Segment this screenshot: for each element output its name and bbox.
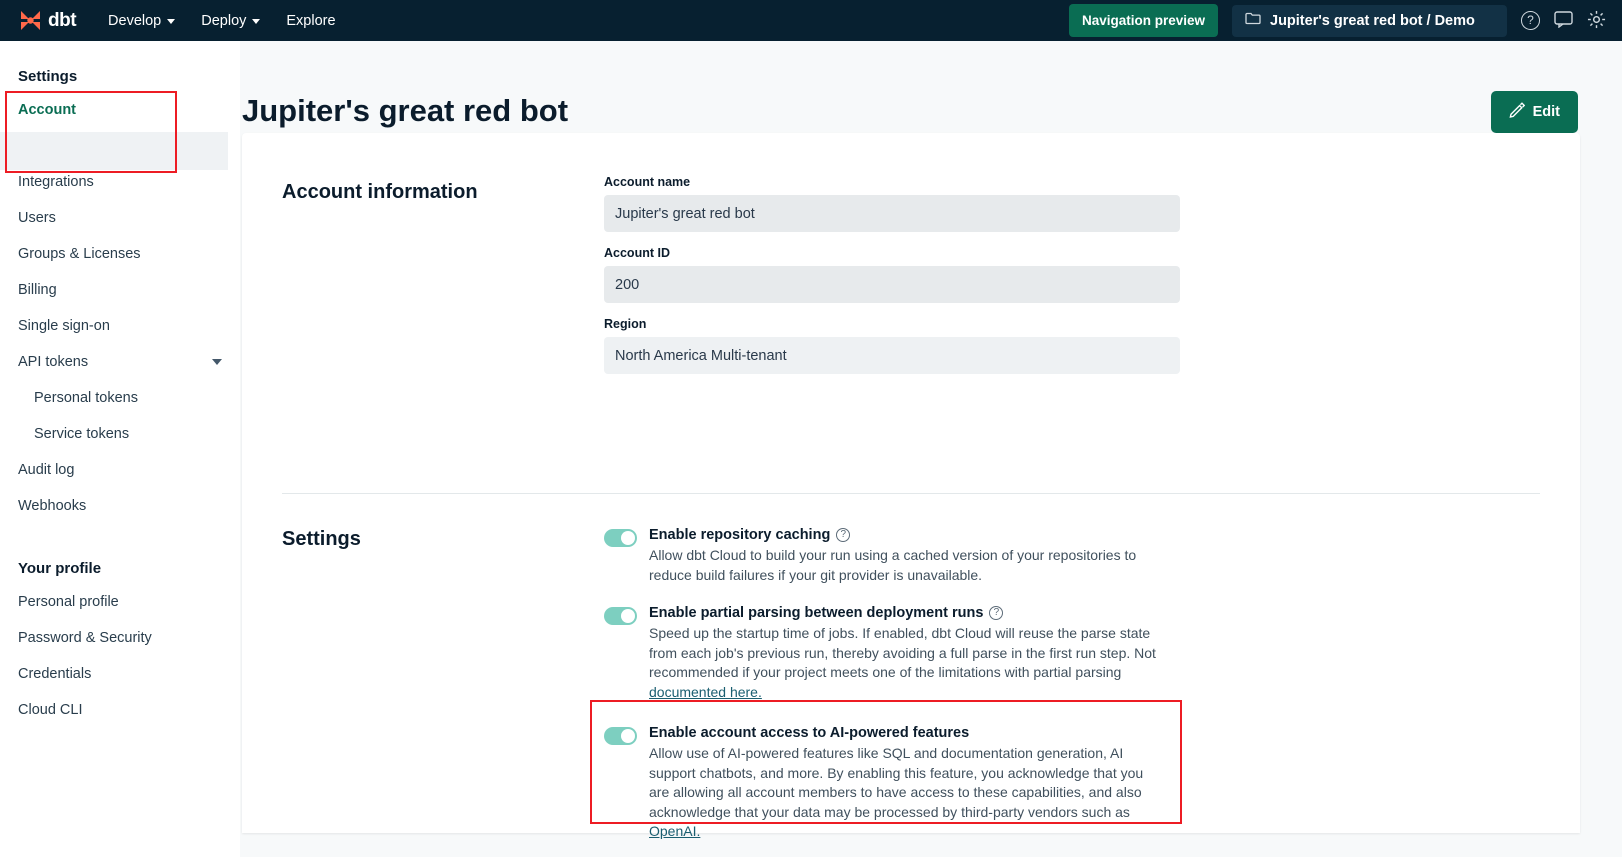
nav-item-explore-label: Explore bbox=[286, 12, 336, 29]
sidebar-item-credentials[interactable] bbox=[0, 656, 240, 692]
sidebar-item-label: Integrations bbox=[18, 174, 94, 190]
account-name-field[interactable]: Jupiter's great red bot bbox=[604, 195, 1180, 232]
nav-item-deploy-label: Deploy bbox=[201, 12, 247, 29]
sidebar-item-label: Single sign-on bbox=[18, 318, 110, 334]
sidebar-item-label: Webhooks bbox=[18, 498, 87, 514]
region-label: Region bbox=[604, 317, 647, 331]
sidebar-item-users[interactable] bbox=[0, 200, 240, 236]
repository-caching-title: Enable repository caching bbox=[649, 527, 831, 543]
account-id-label: Account ID bbox=[604, 246, 670, 260]
main-content bbox=[240, 41, 1622, 857]
sidebar-item-label: Cloud CLI bbox=[18, 702, 83, 718]
nav-item-develop[interactable] bbox=[108, 13, 175, 29]
sidebar-active-row-highlight bbox=[0, 132, 228, 170]
account-information-fields bbox=[604, 175, 1180, 388]
edit-button-label: Edit bbox=[1532, 104, 1560, 120]
sidebar-item-cloud-cli[interactable] bbox=[0, 692, 240, 728]
ai-features-title: Enable account access to AI-powered features bbox=[649, 725, 970, 741]
sidebar-item-label: Service tokens bbox=[34, 426, 130, 442]
ai-features-title-row bbox=[649, 725, 1164, 741]
account-information-heading: Account information bbox=[282, 181, 478, 203]
sidebar-item-api-tokens[interactable] bbox=[0, 344, 240, 380]
top-navigation-bar bbox=[0, 0, 1622, 41]
dbt-logo[interactable] bbox=[18, 8, 76, 33]
account-id-field[interactable]: 200 bbox=[604, 266, 1180, 303]
partial-parsing-title: Enable partial parsing between deployment runs bbox=[649, 605, 984, 621]
account-settings-card bbox=[242, 133, 1580, 839]
ai-features-toggle[interactable] bbox=[604, 727, 637, 745]
account-name-label: Account name bbox=[604, 175, 691, 189]
sidebar-item-webhooks[interactable] bbox=[0, 488, 240, 524]
sidebar-item-label: API tokens bbox=[18, 354, 89, 370]
sidebar-item-label: Groups & Licenses bbox=[18, 246, 141, 262]
repository-caching-title-row bbox=[649, 527, 1164, 543]
chat-bubble-icon[interactable] bbox=[1554, 11, 1573, 31]
nav-item-develop-label: Develop bbox=[108, 12, 162, 29]
ai-features-description-text: Allow use of AI-powered features like SQL and documentation generation, AI support chatbots, and more. By enabling this feature, you acknowledge that you are allowing all account members to have access to these capabilities, and also acknowledge that your data may be processed by third-party vendors such as bbox=[649, 745, 1144, 820]
section-divider bbox=[282, 493, 1540, 494]
sidebar-item-label: Account bbox=[18, 102, 76, 118]
setting-partial-parsing bbox=[604, 605, 1164, 702]
sidebar-item-account[interactable] bbox=[0, 92, 240, 128]
partial-parsing-description-text: Speed up the startup time of jobs. If enabled, dbt Cloud will reuse the parse state from each job's previous run, thereby avoiding a full parse in the first run step. Not recommended if your project meets one of the limitations with partial parsing bbox=[649, 625, 1156, 680]
folder-icon bbox=[1245, 12, 1261, 30]
sidebar-item-label: Billing bbox=[18, 282, 57, 298]
dbt-logo-text: dbt bbox=[48, 9, 77, 31]
sidebar-profile-heading: Your profile bbox=[18, 560, 102, 577]
nav-item-deploy[interactable] bbox=[201, 13, 260, 29]
settings-rows bbox=[604, 527, 1164, 860]
settings-heading: Settings bbox=[282, 528, 361, 550]
page-title: Jupiter's great red bot bbox=[242, 93, 569, 128]
sidebar-item-audit-log[interactable] bbox=[0, 452, 240, 488]
ai-features-description bbox=[649, 744, 1164, 842]
gear-icon[interactable] bbox=[1587, 10, 1606, 32]
partial-parsing-description bbox=[649, 624, 1164, 702]
sidebar-item-billing[interactable] bbox=[0, 272, 240, 308]
chevron-down-icon bbox=[212, 359, 222, 365]
repository-caching-description: Allow dbt Cloud to build your run using a cached version of your repositories to reduce build failures if your git provider is unavailable. bbox=[649, 547, 1137, 583]
project-selector[interactable] bbox=[1232, 5, 1507, 37]
sidebar-item-label: Credentials bbox=[18, 666, 92, 682]
top-nav-items bbox=[108, 13, 336, 29]
chevron-down-icon bbox=[167, 19, 175, 24]
sidebar-item-personal-profile[interactable] bbox=[0, 584, 240, 620]
sidebar-item-label: Audit log bbox=[18, 462, 75, 478]
pencil-icon bbox=[1509, 102, 1525, 122]
sidebar bbox=[0, 41, 240, 857]
project-selector-label: Jupiter's great red bot / Demo bbox=[1270, 12, 1475, 29]
sidebar-item-password-security[interactable] bbox=[0, 620, 240, 656]
partial-parsing-toggle[interactable] bbox=[604, 607, 637, 625]
repository-caching-toggle[interactable] bbox=[604, 529, 637, 547]
dbt-logo-icon bbox=[18, 8, 43, 33]
navigation-preview-button[interactable]: Navigation preview bbox=[1069, 4, 1218, 37]
sidebar-item-label: Personal tokens bbox=[34, 390, 138, 406]
account-information-heading-wrap bbox=[282, 181, 478, 204]
openai-link[interactable]: OpenAI. bbox=[649, 823, 701, 839]
help-icon[interactable]: ? bbox=[1521, 11, 1540, 30]
help-icon[interactable]: ? bbox=[836, 528, 850, 542]
settings-heading-wrap bbox=[282, 528, 361, 551]
region-field[interactable]: North America Multi-tenant bbox=[604, 337, 1180, 374]
sidebar-item-groups-licenses[interactable] bbox=[0, 236, 240, 272]
sidebar-settings-heading: Settings bbox=[18, 68, 78, 85]
sidebar-item-label: Personal profile bbox=[18, 594, 119, 610]
sidebar-item-label: Users bbox=[18, 210, 56, 226]
setting-ai-features bbox=[604, 725, 1164, 842]
partial-parsing-title-row bbox=[649, 605, 1164, 621]
partial-parsing-doc-link[interactable]: documented here. bbox=[649, 683, 762, 700]
sidebar-item-single-sign-on[interactable] bbox=[0, 308, 240, 344]
top-nav-right-group bbox=[1069, 4, 1606, 37]
sidebar-item-service-tokens[interactable] bbox=[0, 416, 240, 452]
edit-button[interactable] bbox=[1491, 91, 1578, 133]
setting-repository-caching bbox=[604, 527, 1164, 585]
sidebar-item-label: Password & Security bbox=[18, 630, 152, 646]
help-icon[interactable]: ? bbox=[989, 606, 1003, 620]
chevron-down-icon bbox=[252, 19, 260, 24]
sidebar-item-personal-tokens[interactable] bbox=[0, 380, 240, 416]
nav-item-explore[interactable] bbox=[286, 13, 335, 29]
